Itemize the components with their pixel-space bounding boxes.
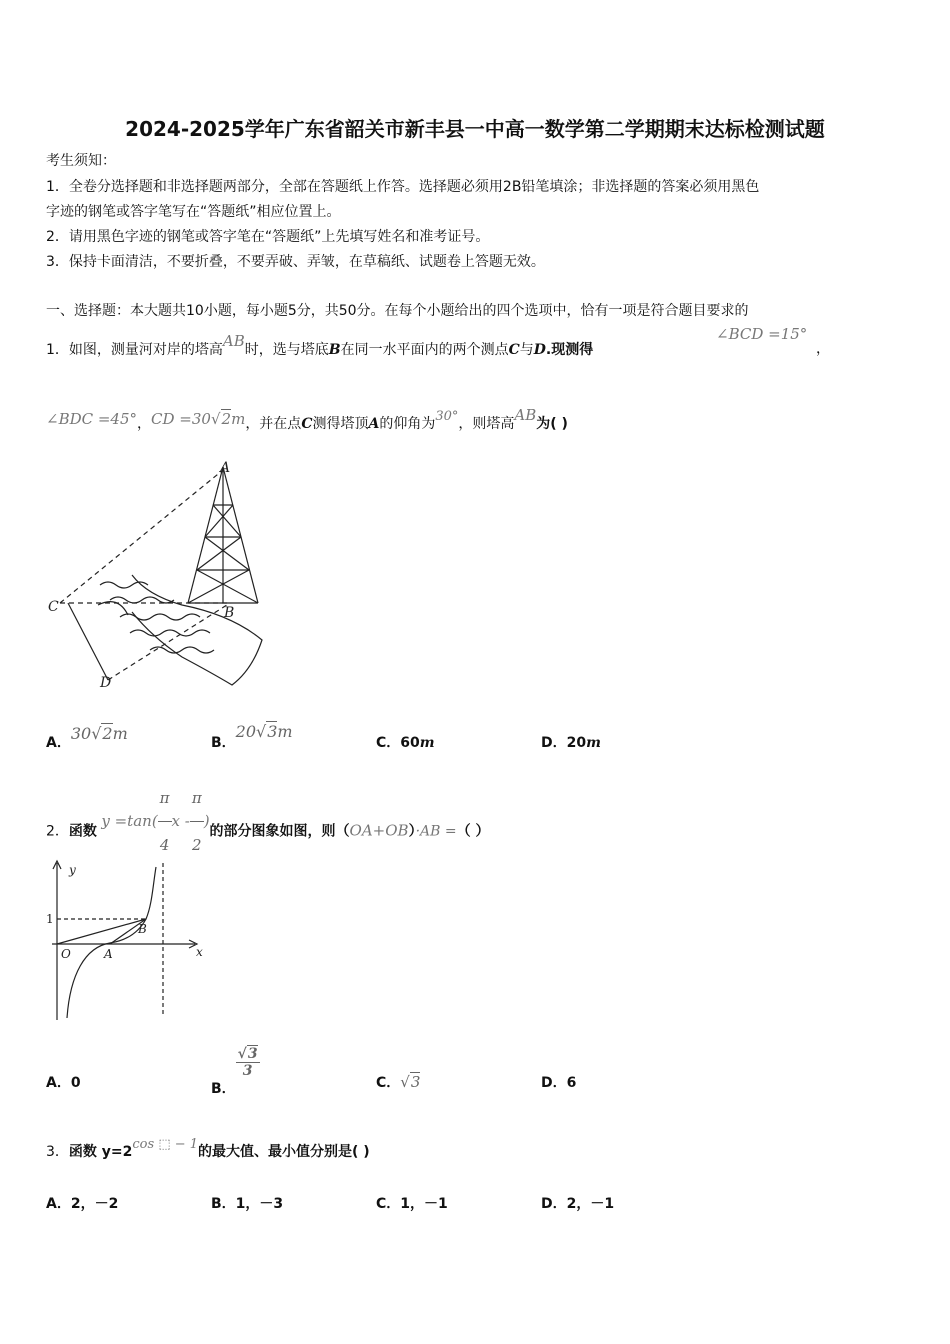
- question-number: 1．: [46, 342, 69, 358]
- q1-option-b[interactable]: B．20√3m: [211, 722, 293, 751]
- svg-text:A: A: [104, 947, 113, 961]
- q2-option-a[interactable]: A．0: [46, 1075, 81, 1091]
- notice-line-2: 2．请用黑色字迹的钢笔或答字笔在“答题纸”上先填写姓名和准考证号。: [46, 229, 490, 245]
- q3-option-d[interactable]: D．2，－1: [541, 1196, 615, 1212]
- q1-option-c[interactable]: C．60m: [376, 735, 435, 751]
- q2-option-d[interactable]: D．6: [541, 1075, 577, 1091]
- notice-heading: 考生须知：: [46, 153, 116, 169]
- q1-option-a[interactable]: A．30√2m: [46, 724, 128, 751]
- notice-line-1b: 字迹的钢笔或答字笔写在“答题纸”相应位置上。: [46, 204, 341, 220]
- tan-graph-figure: [40, 855, 210, 1025]
- q2-option-b[interactable]: B． $\frac{√3}{3}$: [211, 1046, 258, 1097]
- tower-figure: [40, 455, 270, 695]
- q2-option-c[interactable]: C．√3: [376, 1073, 421, 1091]
- page-title: 2024-2025学年广东省韶关市新丰县一中高一数学第二学期期末达标检测试题: [125, 117, 825, 141]
- label-a: A: [220, 460, 231, 476]
- question-2-text: 2．函数 y =tan( $\frac{\pi}{4}$ x - $\frac{\pi}{2}$ )的部分图象如图，则（OA+OB）·AB =（ ）: [46, 785, 489, 878]
- q3-option-b[interactable]: B．1，－3: [211, 1196, 284, 1212]
- q1-option-d[interactable]: D．20m: [541, 735, 601, 751]
- question-1-line-1: 1．如图，测量河对岸的塔高AB时，选与塔底B在同一水平面内的两个测点C与D.现测得: [46, 332, 594, 358]
- line-cd: [68, 603, 108, 680]
- svg-text:O: O: [61, 947, 71, 961]
- notice-line-3: 3．保持卡面清洁，不要折叠，不要弄破、弄皱，在草稿纸、试题卷上答题无效。: [46, 254, 545, 270]
- label-d: D: [100, 675, 112, 691]
- question-number: 2．: [46, 823, 69, 840]
- svg-text:y: y: [69, 863, 76, 877]
- svg-text:B: B: [138, 922, 147, 936]
- question-3-text: 3．函数 y=2cos ⬚ − 1的最大值、最小值分别是( ): [46, 1137, 370, 1160]
- label-b: B: [224, 605, 235, 621]
- sight-line-ca: [60, 470, 223, 603]
- angle-bcd: ∠BCD =15°: [716, 325, 808, 343]
- question-1-line-2: ∠BDC =45°，CD =30√2m，并在点C测得塔顶A的仰角为30°，则塔高AB为( ): [46, 406, 568, 432]
- q3-option-a[interactable]: A．2，－2: [46, 1196, 119, 1212]
- svg-text:x: x: [196, 945, 203, 959]
- section-heading: 一、选择题：本大题共10小题，每小题5分，共50分。在每个小题给出的四个选项中，恰有一项是符合题目要求的: [46, 303, 749, 319]
- question-number: 3．: [46, 1144, 69, 1160]
- segment-ob: [57, 919, 146, 944]
- svg-text:1: 1: [46, 912, 54, 926]
- label-c: C: [48, 599, 59, 615]
- q3-option-c[interactable]: C．1，－1: [376, 1196, 448, 1212]
- notice-line-1a: 1．全卷分选择题和非选择题两部分，全部在答题纸上作答。选择题必须用2B铅笔填涂；非选择题的答案必须用黑色: [46, 179, 760, 195]
